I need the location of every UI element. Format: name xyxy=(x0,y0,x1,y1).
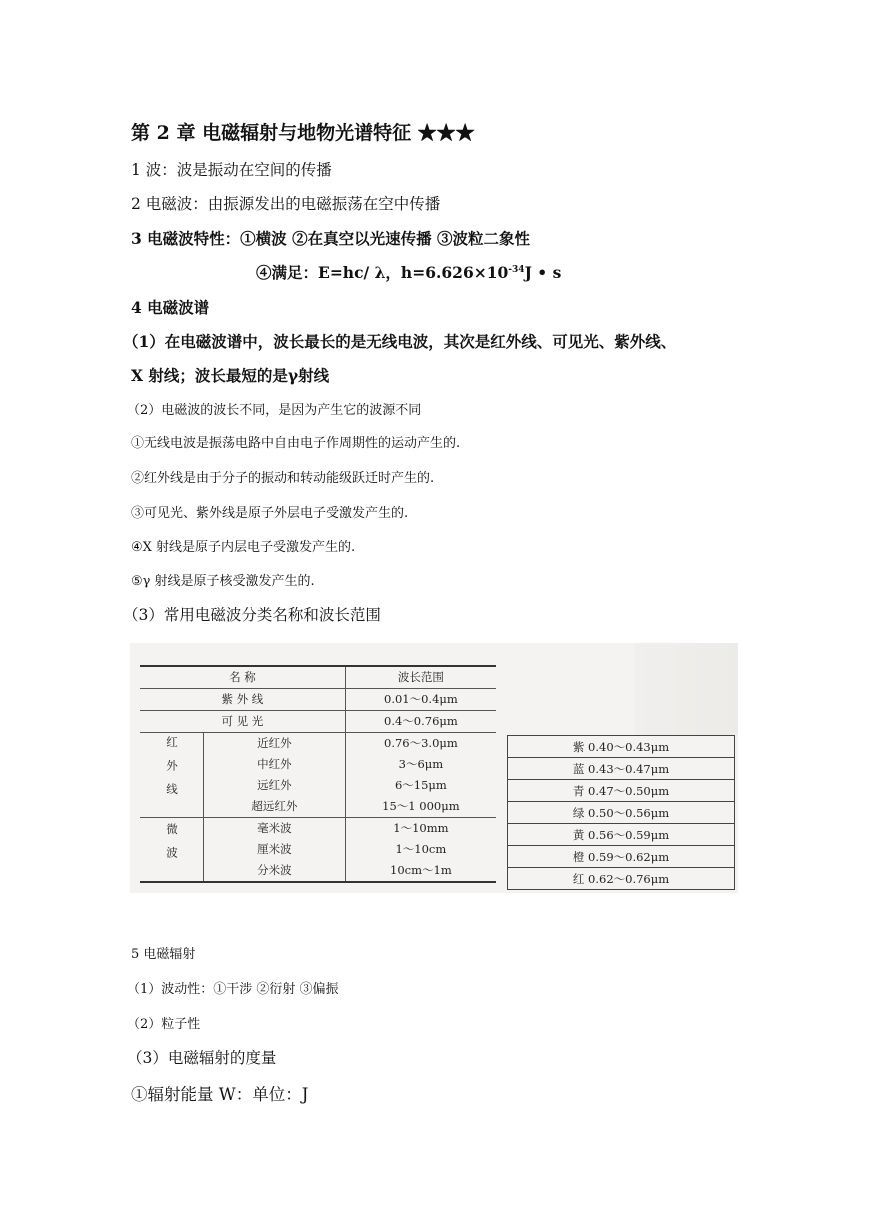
item-em-wave: 2 电磁波：由振源发出的电磁振荡在空中传播 xyxy=(131,195,441,213)
ir-group-label: 红外线 xyxy=(140,733,204,818)
ir-range: 3～6μm xyxy=(398,757,444,771)
color-cell: 红 0.62～0.76μm xyxy=(508,868,735,890)
table-row xyxy=(508,780,735,802)
mw-name: 厘米波 xyxy=(257,842,292,856)
spectrum-point-1b: X 射线；波长最短的是γ射线 xyxy=(131,366,330,385)
radiation-point-3: （3）电磁辐射的度量 xyxy=(127,1049,277,1067)
source-item-1: ①无线电波是振荡电路中自由电子作周期性的运动产生的. xyxy=(131,436,461,451)
color-cell: 青 0.47～0.50μm xyxy=(508,780,735,802)
ir-name: 中红外 xyxy=(257,757,292,771)
source-item-2: ②红外线是由于分子的振动和转动能级跃迁时产生的. xyxy=(131,471,435,486)
table-row xyxy=(140,689,496,711)
table-row xyxy=(508,846,735,868)
row-visible-range: 0.4～0.76μm xyxy=(345,711,496,733)
ir-name: 超远红外 xyxy=(251,799,298,813)
source-item-4: ④X 射线是原子内层电子受激发产生的. xyxy=(131,540,356,555)
row-uv-name: 紫 外 线 xyxy=(140,689,345,711)
ir-ranges xyxy=(345,733,496,818)
color-cell: 紫 0.40～0.43μm xyxy=(508,736,735,758)
chapter-title-text: 第 2 章 电磁辐射与地物光谱特征 ★★★ xyxy=(131,122,475,144)
table-row xyxy=(508,868,735,890)
mw-name: 毫米波 xyxy=(257,821,292,835)
mw-range: 1～10mm xyxy=(393,821,449,835)
ir-names xyxy=(204,733,346,818)
section-radiation-heading: 5 电磁辐射 xyxy=(131,947,196,962)
spectrum-point-2: （2）电磁波的波长不同，是因为产生它的波源不同 xyxy=(127,403,422,418)
table-row xyxy=(508,736,735,758)
row-visible-name: 可 见 光 xyxy=(140,711,345,733)
header-range: 波长范围 xyxy=(345,666,496,689)
header-name: 名 称 xyxy=(140,666,345,689)
formula-unit: J • s xyxy=(524,263,562,282)
ir-range: 15～1 000μm xyxy=(382,799,460,813)
radiation-point-2: （2）粒子性 xyxy=(127,1017,201,1032)
mw-name: 分米波 xyxy=(257,863,292,877)
mw-ranges xyxy=(345,818,496,883)
ir-group-row xyxy=(140,733,496,818)
mw-names xyxy=(204,818,346,883)
ir-name: 近红外 xyxy=(257,736,292,750)
table-row xyxy=(508,802,735,824)
table-header-row xyxy=(140,666,496,689)
mw-group-label: 微波 xyxy=(140,818,204,883)
mw-range: 10cm～1m xyxy=(390,863,452,877)
spectrum-point-1a: （1）在电磁波谱中，波长最长的是无线电波，其次是红外线、可见光、紫外线、 xyxy=(123,332,677,351)
ir-range: 0.76～3.0μm xyxy=(384,736,458,750)
radiation-energy: ①辐射能量 W：单位：J xyxy=(131,1085,309,1104)
item-wave: 1 波：波是振动在空间的传播 xyxy=(131,161,332,179)
item-properties: 3 电磁波特性：①横波 ②在真空以光速传播 ③波粒二象性 xyxy=(131,229,530,248)
ir-name: 远红外 xyxy=(257,778,292,792)
visible-colors-table xyxy=(507,735,735,890)
section-spectrum-heading: 4 电磁波谱 xyxy=(131,298,210,317)
color-cell: 绿 0.50～0.56μm xyxy=(508,802,735,824)
wavelength-table-scan xyxy=(130,643,738,893)
source-item-3: ③可见光、紫外线是原子外层电子受激发产生的. xyxy=(131,506,409,521)
table-row xyxy=(140,711,496,733)
color-cell: 橙 0.59～0.62μm xyxy=(508,846,735,868)
table-row xyxy=(508,824,735,846)
color-cell: 蓝 0.43～0.47μm xyxy=(508,758,735,780)
spectrum-point-3: （3）常用电磁波分类名称和波长范围 xyxy=(123,606,381,624)
chapter-title xyxy=(131,118,475,145)
formula-exponent: -34 xyxy=(508,265,525,275)
formula-text: ④满足：E=hc/ λ，h=6.626×10 xyxy=(256,263,509,282)
mw-range: 1～10cm xyxy=(395,842,447,856)
wavelength-table xyxy=(140,665,496,883)
ir-range: 6～15μm xyxy=(394,778,447,792)
item-formula xyxy=(256,261,561,283)
radiation-point-1: （1）波动性：①干涉 ②衍射 ③偏振 xyxy=(127,982,339,997)
table-row xyxy=(508,758,735,780)
color-cell: 黄 0.56～0.59μm xyxy=(508,824,735,846)
source-item-5: ⑤γ 射线是原子核受激发产生的. xyxy=(131,574,315,589)
mw-group-row xyxy=(140,818,496,883)
scan-shading xyxy=(635,643,738,735)
row-uv-range: 0.01～0.4μm xyxy=(345,689,496,711)
